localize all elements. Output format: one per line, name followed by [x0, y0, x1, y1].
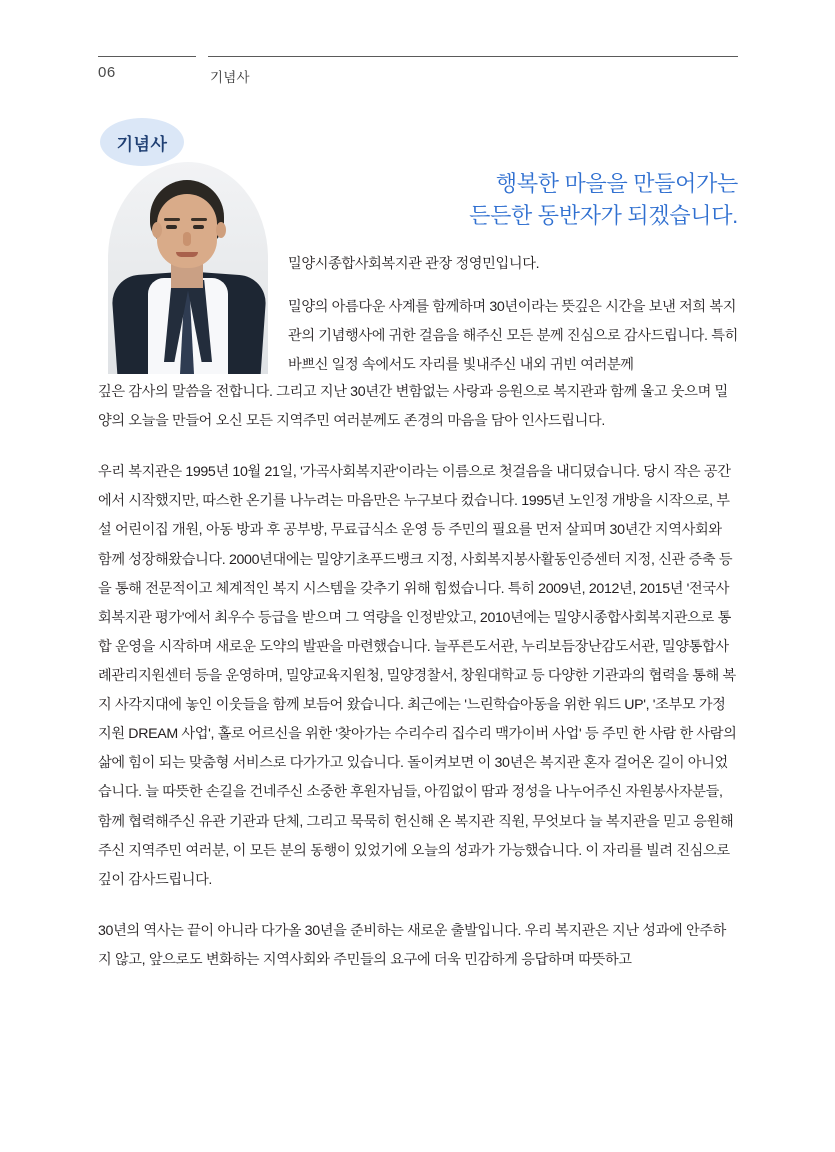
header-section-label: 기념사 — [210, 70, 250, 85]
portrait-eyebrow-left — [164, 218, 180, 221]
page-header — [98, 56, 738, 88]
header-rule-right — [208, 56, 738, 57]
headline — [290, 168, 738, 232]
header-rule-left — [98, 56, 196, 57]
portrait-photo — [108, 162, 268, 374]
body-paragraph-2: 우리 복지관은 1995년 10월 21일, '가곡사회복지관'이라는 이름으로 첫걸음을 내디뎠습니다. 당시 작은 공간에서 시작했지만, 따스한 온기를 나누려는 마음만은 누구보다 컸습니다. 1995년 노인정 개방을 시작으로, 부설 어린이집 개원, 아동 방과 후 공부방, 무료급식소 운영 등 주민의 필요를 먼저 살피며 30년간 지역사회와 함께 성장해왔습니다. 2000년대에는 밀양기초푸드뱅크 지정, 사회복지봉사활동인증센터 지정, 신관 증축 등을 통해 전문적이고 체계적인 복지 시스템을 갖추기 위해 힘썼습니다. 특히 2009년, 2012년, 2015년 '전국사회복지관 평가'에서 최우수 등급을 받으며 그 역량을 인정받았고, 2010년에는 밀양시종합사회복지관으로 통합 운영을 시작하며 새로운 도약의 발판을 마련했습니다. 늘푸른도서관, 누리보듬장난감도서관, 밀양통합사례관리지원센터 등을 운영하며, 밀양교육지원청, 밀양경찰서, 창원대학교 등 다양한 기관과의 협력을 통해 복지 사각지대에 놓인 이웃들을 함께 보듬어 왔습니다. 최근에는 '느린학습아동을 위한 워드 UP', '조부모 가정 지원 DREAM 사업', 홀로 어르신을 위한 '찾아가는 수리수리 집수리 맥가이버 사업' 등 주민 한 사람 한 사람의 삶에 힘이 되는 맞춤형 서비스로 다가가고 있습니다. 돌이켜보면 이 30년은 복지관 혼자 걸어온 길이 아니었습니다. 늘 따뜻한 손길을 건네주신 소중한 후원자님들, 아낌없이 땀과 정성을 나누어주신 자원봉사자분들, 함께 협력해주신 유관 기관과 단체, 그리고 묵묵히 헌신해 온 복지관 직원, 무엇보다 늘 복지관을 믿고 응원해 주신 지역주민 여러분, 이 모든 분의 동행이 있었기에 오늘의 성과가 가능했습니다. 이 자리를 빌려 진심으로 깊이 감사드립니다. — [98, 464, 737, 888]
headline-line-2: 든든한 동반자가 되겠습니다. — [469, 202, 738, 228]
portrait-ear-left — [152, 222, 162, 238]
portrait-nose — [183, 232, 191, 246]
portrait-ear-right — [216, 222, 226, 238]
body-text-block — [98, 378, 738, 975]
portrait-mouth — [176, 252, 198, 257]
body-paragraph-3: 30년의 역사는 끝이 아니라 다가올 30년을 준비하는 새로운 출발입니다. 우리 복지관은 지난 성과에 안주하지 않고, 앞으로도 변화하는 지역사회와 주민들의 요구에 더욱 민감하게 응답하며 따뜻하고 — [98, 922, 727, 968]
headline-line-1: 행복한 마을을 만들어가는 — [495, 171, 738, 196]
body-paragraph-1: 깊은 감사의 말씀을 전합니다. 그리고 지난 30년간 변함없는 사랑과 응원으로 복지관과 함께 울고 웃으며 밀양의 오늘을 만들어 오신 모든 지역주민 여러분께도 존경의 마음을 담아 인사드립니다. — [98, 384, 728, 430]
intro-paragraph-2: 밀양의 아름다운 사계를 함께하며 30년이라는 뜻깊은 시간을 보낸 저희 복지관의 기념행사에 귀한 걸음을 해주신 모든 분께 진심으로 감사드립니다. 특히 바쁘신 일정 속에서도 자리를 빛내주신 내외 귀빈 여러분께 — [288, 299, 738, 374]
portrait-eye-left — [166, 225, 177, 229]
portrait-eyebrow-right — [191, 218, 207, 221]
intro-text-block — [288, 250, 738, 394]
page-number: 06 — [98, 64, 116, 81]
portrait-eye-right — [193, 225, 204, 229]
section-badge-label: 기념사 — [116, 134, 168, 154]
section-badge — [100, 118, 184, 166]
intro-paragraph-1: 밀양시종합사회복지관 관장 정영민입니다. — [288, 256, 540, 272]
